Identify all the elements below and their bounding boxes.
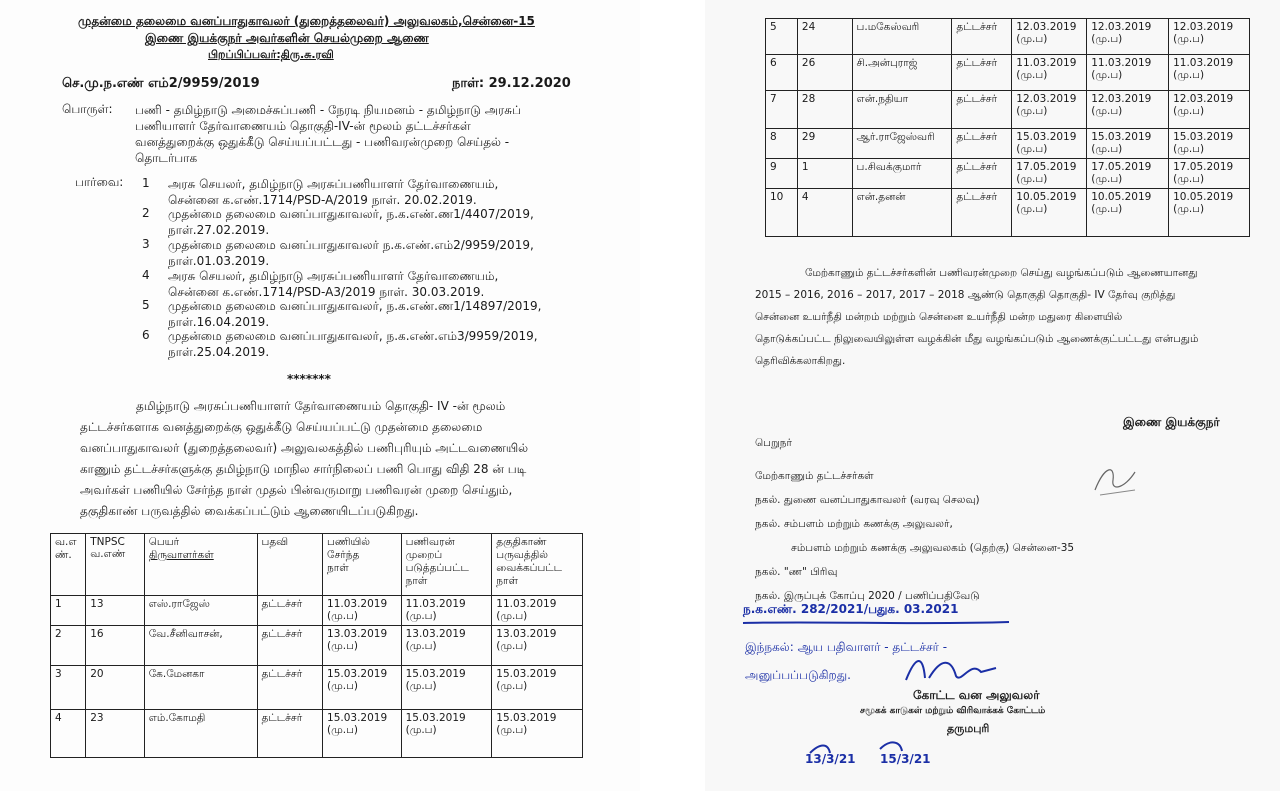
handwritten-note: இந்நகல்: ஆய பதிவாளர் - தட்டச்சர் -: [745, 640, 948, 654]
reference-item: அரசு செயலர், தமிழ்நாடு அரசுப்பணியாளர் தேர்வாணையம், சென்னை க.எண்.1714/PSD-A3/2019 நாள். 30.03.2019.: [168, 269, 499, 299]
handwritten-note: அனுப்பப்படுகிறது.: [745, 668, 851, 682]
body-paragraph: தமிழ்நாடு அரசுப்பணியாளர் தேர்வாணையம் தொகுதி- IV -ன் மூலம் தட்டச்சர்களாக வனத்துறைக்கு ஒதுக்கீடு செய்யப்பட்டு முதன்மை தலைமை வனப்பாதுகாவலர் (துறைத்தலைவர்) அலுவலகத்தில் பணிபுரியும் அட்டவணையில் காணும் தட்டச்சர்களுக்கு தமிழ்நாடு மாநில சார்நிலைப் பணி பொது விதி 28 ன் படி அவர்கள் பணியில் சேர்ந்த நாள் முதல் பின்வருமாறு பணிவரன் முறை செய்தும், தகுதிகாண் பருவத்தில் வைக்கப்பட்டும் ஆணையிடப்படுகிறது.: [80, 399, 529, 518]
officer-signature: [901, 650, 1001, 690]
court-condition-paragraph: மேற்காணும் தட்டச்சர்களின் பணிவரன்முறை செய்து வழங்கப்படும் ஆணையானது 2015 – 2016, 2016 – 2017, 2017 – 2018 ஆண்டு தொகுதி தொகுதி- IV தேர்வு குறித்து சென்னை உயர்நீதி மன்றம் மற்றும் சென்னை உயர்நீதி மன்ற மதுரை கிளையில் தொடுக்கப்பட்ட நிலுவையிலுள்ள வழக்கின் மீது வழங்கப்படும் ஆணைக்குட்பட்டது என்பதும் தெரிவிக்கலாகிறது.: [755, 267, 1199, 367]
recipient-label: பெறுநர்: [755, 437, 792, 449]
office-stamp-place: தருமபுரி: [947, 722, 990, 735]
order-date: நாள்: 29.12.2020: [452, 76, 571, 91]
office-header: முதன்மை தலைமை வனப்பாதுகாவலர் (துறைத்தலைவர்) அலுவலகம்,சென்னை-15: [78, 14, 535, 28]
subject-label: பொருள்:: [62, 102, 113, 116]
reference-item: முதன்மை தலைமை வனப்பாதுகாவலர், ந.க.எண்.எம்3/9959/2019, நாள்.25.04.2019.: [168, 329, 538, 359]
header-joining-date: பணியில் சேர்ந்த நாள்: [323, 534, 402, 596]
typist-table-part2: [765, 18, 1250, 237]
initials-mark: [1085, 460, 1145, 500]
reference-item: முதன்மை தலைமை வனப்பாதுகாவலர், ந.க.எண்.ண1/4407/2019, நாள்.27.02.2019.: [168, 207, 534, 237]
order-heading: இணை இயக்குநர் அவர்களின் செயல்முறை ஆணை: [145, 31, 429, 45]
handwritten-date: 15/3/21: [880, 752, 931, 766]
table-row: 2 16 வே.சீனிவாசன், தட்டச்சர் 13.03.2019 (மு.ப) 13.03.2019 (மு.ப) 13.03.2019 (மு.ப): [51, 626, 583, 666]
table-row: 7 28 என்.நதியா தட்டச்சர் 12.03.2019 (மு.ப) 12.03.2019 (மு.ப) 12.03.2019 (மு.ப): [766, 91, 1250, 129]
right-document-page: [705, 0, 1280, 791]
handwritten-ref-number: ந.க.எண். 282/2021/பதுக. 03.2021: [743, 602, 959, 616]
left-document-page: முதன்மை தலைமை வனப்பாதுகாவலர் (துறைத்தலைவர்) அலுவலகம்,சென்னை-15 இணை இயக்குநர் அவர்களின் செயல்முறை ஆணை பிறப்பிப்பவர்:திரு.சு.ரவி செ.மு.ந.எண் எம்2/9959/2019 நாள்: 29.12.2020 பொருள்: பணி - தமிழ்நாடு அமைச்சுப்பணி - நேரடி நியமனம் - தமிழ்நாடு அரசுப் பணியாளர் தேர்வாணையம் தொகுதி-IV-ன் மூலம் தட்டச்சர்கள் வனத்துறைக்கு ஒதுக்கீடு செய்யப்பட்டது - பணிவரன்முறை செய்தல் - தொடர்பாக பார்வை: 1 அரசு செயலர், தமிழ்நாடு அரசுப்பணியாளர் தேர்வாணையம், சென்னை க.எண்.1714/PSD-A/2019 நாள். 20.02.2019. 2 முதன்மை தலைமை வனப்பாதுகாவலர், ந.க.எண்.ண1/4407/2019, நாள்.27.02.2019. 3 முதன்மை தலைமை வனப்பாதுகாவலர் ந.க.எண்.எம்2/9959/2019, நாள்.01.03.2019. 4 அரசு செயலர், தமிழ்நாடு அரசுப்பணியாளர் தேர்வாணையம், சென்னை க.எண்.1714/PSD-A3/2019 நாள். 30.03.2019. 5 முதன்மை தலைமை வனப்பாதுகாவலர், ந.க.எண்.ண1/14897/2019, நாள்.16.04.2019. 6 முதன்மை தலைமை வனப்பாதுகாவலர், ந.க.எண்.எம்3/9959/2019, நாள்.25.04.2019. ******* தமிழ்நாடு அரசுப்பணியாளர் தேர்வாணையம் தொகுதி- IV -ன் மூலம் தட்டச்சர்களாக வனத்துறைக்கு ஒதுக்கீடு செய்யப்பட்டு முதன்மை தலைமை வனப்பாதுகாவலர் (துறைத்தலைவர்) அலுவலகத்தில் பணிபுரியும் அட்டவணையில் காணும் தட்டச்சர்களுக்கு தமிழ்நாடு மாநில சார்நிலைப் பணி பொது விதி 28 ன் படி அவர்கள் பணியில் சேர்ந்த நாள் முதல் பின்வருமாறு பணிவரன் முறை செய்தும், தகுதிகாண் பருவத்தில் வைக்கப்பட்டும் ஆணையிடப்படுகிறது. வ.எ ண். TNPSC வ.எண் பெயர் திருவாளர்கள் பதவி பணியில் சேர்ந்த நாள் பணிவரன் முறைப் படுத்தப்பட்ட நாள் தகுதிகாண் பருவத்தில் வைக்கப்பட்ட நாள் 1 13 எஸ்.ராஜேஸ் தட்டச்சர் 11.03.2019 (மு.ப) 11.03.2019 (மு.ப) 11.03.2019 (மு.ப) 2 16 வே.சீனிவாசன், தட்டச்சர் 13.03.2019 (மு.ப) 13.03.2019 (மு.ப) 13.03.2019 (மு.ப) 3 20 கே.மேனகா தட்டச்சர் 15.03.2019 (மு.ப) 15.03.2019 (மு.ப) 15.03.2019 (மு.ப) 4 23 எம்.கோமதி தட்டச்சர் 15.03.2019 (மு.ப) 15.03.2019 (மு.ப) 15.03.2019 (மு.ப): [0, 0, 640, 791]
separator-stars: *******: [287, 372, 331, 386]
table-row: 9 1 ப.சிவக்குமார் தட்டச்சர் 17.05.2019 (மு.ப) 17.05.2019 (மு.ப) 17.05.2019 (மு.ப): [766, 159, 1250, 189]
subject-text: பணி - தமிழ்நாடு அமைச்சுப்பணி - நேரடி நியமனம் - தமிழ்நாடு அரசுப் பணியாளர் தேர்வாணையம் தொகுதி-IV-ன் மூலம் தட்டச்சர்கள் வனத்துறைக்கு ஒதுக்கீடு செய்யப்பட்டது - பணிவரன்முறை செய்தல் - தொடர்பாக: [135, 103, 521, 165]
table-row: 3 20 கே.மேனகா தட்டச்சர் 15.03.2019 (மு.ப) 15.03.2019 (மு.ப) 15.03.2019 (மு.ப): [51, 666, 583, 710]
header-probation-date: தகுதிகாண் பருவத்தில் வைக்கப்பட்ட நாள்: [492, 534, 583, 596]
recipients-list: மேற்காணும் தட்டச்சர்கள் நகல். துணை வனப்பாதுகாவலர் (வரவு செலவு) நகல். சம்பளம் மற்றும் கணக்கு அலுவலர், சம்பளம் மற்றும் கணக்கு அலுவலகம் (தெற்கு) சென்னை-35 நகல். "ண" பிரிவு நகல். இருப்புக் கோப்பு 2020 / பணிப்பதிவேடு: [755, 470, 1075, 602]
table-row: 10 4 என்.தனன் தட்டச்சர் 10.05.2019 (மு.ப) 10.05.2019 (மு.ப) 10.05.2019 (மு.ப): [766, 189, 1250, 237]
table-row: 5 24 ப.மகேஸ்வரி தட்டச்சர் 12.03.2019 (மு.ப) 12.03.2019 (மு.ப) 12.03.2019 (மு.ப): [766, 19, 1250, 55]
header-name: பெயர் திருவாளர்கள்: [144, 534, 257, 596]
table-row: 6 26 சி.அன்புராஜ் தட்டச்சர் 11.03.2019 (மு.ப) 11.03.2019 (மு.ப) 11.03.2019 (மு.ப): [766, 55, 1250, 91]
header-post: பதவி: [257, 534, 322, 596]
reference-item: முதன்மை தலைமை வனப்பாதுகாவலர், ந.க.எண்.ண1/14897/2019, நாள்.16.04.2019.: [168, 299, 542, 329]
table-row: 1 13 எஸ்.ராஜேஸ் தட்டச்சர் 11.03.2019 (மு.ப) 11.03.2019 (மு.ப) 11.03.2019 (மு.ப): [51, 596, 583, 626]
handwritten-initials: [800, 735, 940, 780]
reference-number: செ.மு.ந.எண் எம்2/9959/2019: [62, 76, 260, 91]
reference-item: அரசு செயலர், தமிழ்நாடு அரசுப்பணியாளர் தேர்வாணையம், சென்னை க.எண்.1714/PSD-A/2019 நாள். 20.02.2019.: [168, 177, 499, 207]
header-serial: வ.எ ண்.: [51, 534, 86, 596]
office-stamp-title: கோட்ட வன அலுவலர்: [913, 688, 1040, 702]
handwritten-underline: [741, 620, 1011, 626]
handwritten-date: 13/3/21: [805, 752, 856, 766]
references-label: பார்வை:: [75, 175, 124, 189]
table-row: 4 23 எம்.கோமதி தட்டச்சர் 15.03.2019 (மு.ப) 15.03.2019 (மு.ப) 15.03.2019 (மு.ப): [51, 710, 583, 758]
reference-item: முதன்மை தலைமை வனப்பாதுகாவலர் ந.க.எண்.எம்2/9959/2019, நாள்.01.03.2019.: [168, 238, 534, 268]
signatory-title: இணை இயக்குநர்: [1123, 415, 1220, 429]
office-stamp-subtitle: சமூகக் காடுகள் மற்றும் விரிவாக்கக் கோட்டம்: [860, 706, 1046, 716]
header-tnpsc: TNPSC வ.எண்: [86, 534, 144, 596]
table-row: 8 29 ஆர்.ராஜேஸ்வரி தட்டச்சர் 15.03.2019 (மு.ப) 15.03.2019 (மு.ப) 15.03.2019 (மு.ப): [766, 129, 1250, 159]
issued-by: பிறப்பிப்பவர்:திரு.சு.ரவி: [208, 48, 334, 61]
table-header-row: [51, 534, 583, 596]
header-regularized-date: பணிவரன் முறைப் படுத்தப்பட்ட நாள்: [401, 534, 492, 596]
typist-table-part1: [50, 533, 583, 758]
